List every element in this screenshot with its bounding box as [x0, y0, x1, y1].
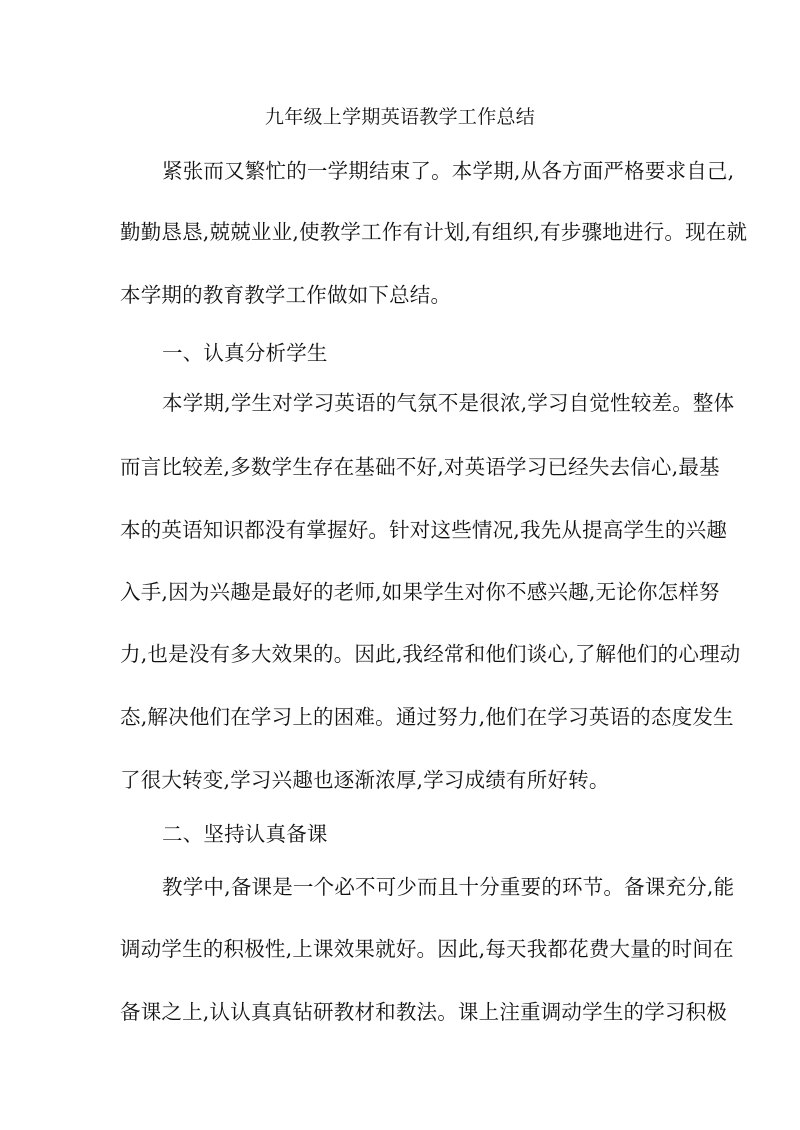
paragraph-1-line-3: 本学期的教育教学工作做如下总结。: [120, 283, 452, 307]
document-title: 九年级上学期英语教学工作总结: [264, 106, 536, 128]
paragraph-1-line-2: 勤勤恳恳,兢兢业业,使教学工作有计划,有组织,有步骤地进行。现在就: [120, 220, 748, 244]
paragraph-3-line-1: 教学中,备课是一个必不可少而且十分重要的环节。备课充分,能: [162, 875, 735, 899]
paragraph-3-line-3: 备课之上,认认真真钻研教材和教法。课上注重调动学生的学习积极: [120, 1000, 728, 1024]
section-heading-2: 二、坚持认真备课: [162, 822, 328, 846]
paragraph-2-line-4: 入手,因为兴趣是最好的老师,如果学生对你不感兴趣,无论你怎样努: [120, 580, 720, 604]
paragraph-1-line-1: 紧张而又繁忙的一学期结束了。本学期,从各方面严格要求自己,: [162, 159, 735, 183]
paragraph-2-line-3: 本的英语知识都没有掌握好。针对这些情况,我先从提高学生的兴趣: [120, 518, 728, 542]
paragraph-2-line-6: 态,解决他们在学习上的困难。通过努力,他们在学习英语的态度发生: [120, 705, 734, 729]
paragraph-2-line-7: 了很大转变,学习兴趣也逐渐浓厚,学习成绩有所好转。: [120, 768, 610, 792]
section-heading-1: 一、认真分析学生: [162, 341, 328, 365]
paragraph-3-line-2: 调动学生的积极性,上课效果就好。因此,每天我都花费大量的时间在: [120, 937, 734, 961]
paragraph-2-line-2: 而言比较差,多数学生存在基础不好,对英语学习已经失去信心,最基: [120, 455, 720, 479]
paragraph-2-line-1: 本学期,学生对学习英语的气氛不是很浓,学习自觉性较差。整体: [162, 391, 735, 415]
paragraph-2-line-5: 力,也是没有多大效果的。因此,我经常和他们谈心,了解他们的心理动: [120, 642, 741, 666]
